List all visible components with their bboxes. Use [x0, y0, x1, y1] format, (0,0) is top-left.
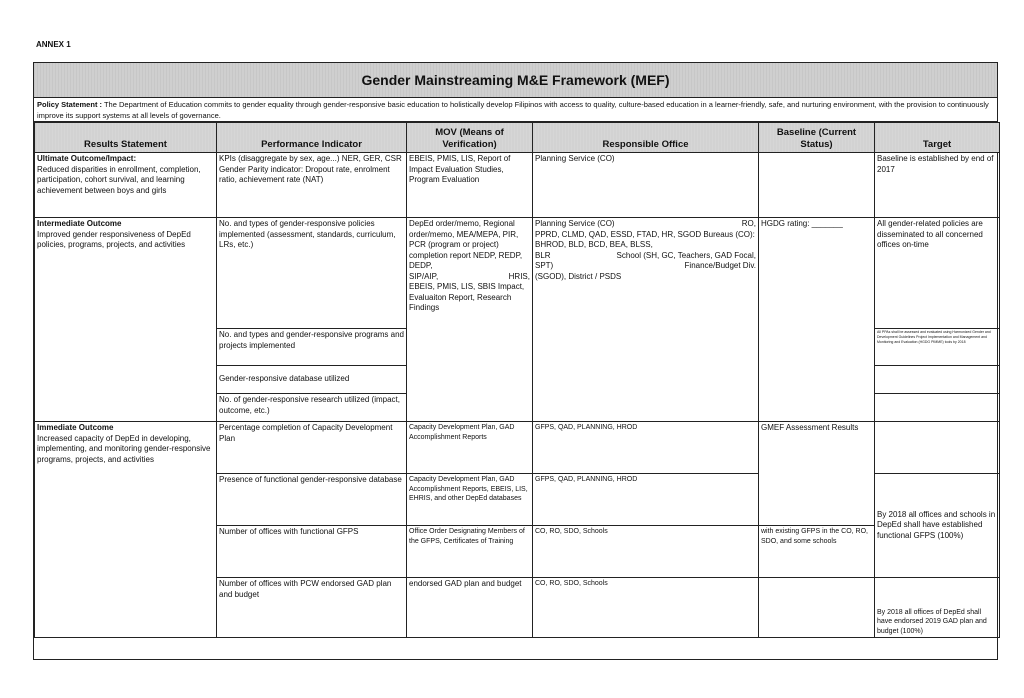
- office-line-1-right: RO,: [741, 219, 756, 228]
- ultimate-indicator: KPIs (disaggregate by sex, age...) NER, GER, CSR Gender Parity indicator: Dropout rate, enrolment ratio, achievement rate (NAT): [217, 153, 407, 218]
- immediate-office-2: GFPS, QAD, PLANNING, HROD: [533, 474, 759, 526]
- intermediate-indicator-1: No. and types of gender-responsive policies implemented (assessment, standards, curriculum, LRs, etc.): [217, 218, 407, 329]
- mef-table: [34, 122, 1000, 638]
- intermediate-indicator-2: No. and types and gender-responsive programs and projects implemented: [217, 329, 407, 366]
- immediate-baseline-gfps: with existing GFPS in the CO, RO, SDO, and some schools: [759, 526, 875, 578]
- immediate-target-empty: [875, 422, 1000, 474]
- immediate-office-1: GFPS, QAD, PLANNING, HROD: [533, 422, 759, 474]
- office-line-2: PPRD, CLMD, QAD, ESSD, FTAD, HR, SGOD Bureaus (CO): BHROD, BLD, BCD, BEA, BLSS,: [535, 229, 755, 249]
- header-results-statement: Results Statement: [35, 123, 217, 153]
- immediate-indicator-3: Number of offices with functional GFPS: [217, 526, 407, 578]
- table-row: [35, 153, 1000, 218]
- framework-table-frame: [33, 62, 998, 660]
- table-row: [35, 218, 1000, 329]
- office-line-4-right: Finance/Budget Div.: [684, 261, 756, 270]
- immediate-mov-2: Capacity Development Plan, GAD Accomplishment Reports, EBEIS, LIS, EHRIS, and other DepEd databases: [407, 474, 533, 526]
- immediate-title: Immediate Outcome: [37, 423, 114, 432]
- intermediate-mov-line-1: DepEd order/memo, Regional order/memo, MEA/MEPA, PIR, PCR (program or project) completion report NEDP, REDP, DEDP,: [409, 219, 523, 270]
- immediate-indicator-1: Percentage completion of Capacity Development Plan: [217, 422, 407, 474]
- intermediate-target-note: All PPAs shall be assessed and evaluated using Harmonized Gender and Development Guidelines Project Implementation and Management and Monitoring and Evaluation (HGDG PIMME) tools by 2018: [875, 329, 1000, 366]
- header-baseline: Baseline (Current Status): [759, 123, 875, 153]
- intermediate-mov-line-3: EBEIS, PMIS, LIS, SBIS Impact, Evaluaiton Report, Research Findings: [409, 282, 525, 312]
- intermediate-title: Intermediate Outcome: [37, 219, 122, 228]
- header-performance-indicator: Performance Indicator: [217, 123, 407, 153]
- office-line-4: [535, 261, 756, 272]
- header-target: Target: [875, 123, 1000, 153]
- document-title: Gender Mainstreaming M&E Framework (MEF): [34, 63, 997, 98]
- office-line-3-left: BLR: [535, 250, 551, 260]
- policy-label: Policy Statement :: [37, 100, 103, 109]
- policy-statement: [34, 98, 997, 122]
- mov-hris: HRIS,: [508, 271, 530, 281]
- immediate-mov-1: Capacity Development Plan, GAD Accomplishment Reports: [407, 422, 533, 474]
- immediate-text: Increased capacity of DepEd in developing, implementing, and monitoring gender-responsive programs, projects, and activities: [37, 433, 211, 464]
- policy-text: The Department of Education commits to gender equality through gender-responsive basic education to holistically develop Filipinos with access to quality, culture-based education in a learner-friendly, safe, and nurturing environment, with the provision to continuously improve its support systems at all levels of governance.: [37, 100, 989, 120]
- office-line-1-left: Planning Service (CO): [535, 219, 615, 228]
- intermediate-mov-line-2: [409, 272, 530, 283]
- intermediate-target: All gender-related policies are disseminated to all concerned offices on-time: [875, 218, 1000, 329]
- ultimate-office: Planning Service (CO): [533, 153, 759, 218]
- header-mov: MOV (Means of Verification): [407, 123, 533, 153]
- immediate-indicator-2: Presence of functional gender-responsive database: [217, 474, 407, 526]
- intermediate-results-cell: [35, 218, 217, 422]
- immediate-target-gfps: By 2018 all offices and schools in DepEd shall have established functional GFPS (100%): [875, 474, 1000, 578]
- ultimate-title: Ultimate Outcome/Impact:: [37, 154, 137, 163]
- ultimate-results-cell: [35, 153, 217, 218]
- header-responsible-office: Responsible Office: [533, 123, 759, 153]
- ultimate-baseline: [759, 153, 875, 218]
- ultimate-mov: EBEIS, PMIS, LIS, Report of Impact Evaluation Studies, Program Evaluation: [407, 153, 533, 218]
- intermediate-baseline: HGDG rating: _______: [759, 218, 875, 422]
- intermediate-mov: [407, 218, 533, 422]
- intermediate-target-empty-2: [875, 394, 1000, 422]
- table-row: [35, 422, 1000, 474]
- intermediate-office: [533, 218, 759, 422]
- immediate-baseline: GMEF Assessment Results: [759, 422, 875, 526]
- office-line-5: (SGOD), District / PSDS: [535, 271, 622, 281]
- intermediate-indicator-4: No. of gender-responsive research utilized (impact, outcome, etc.): [217, 394, 407, 422]
- mov-sip-aip: SIP/AIP,: [409, 271, 439, 281]
- ultimate-text: Reduced disparities in enrollment, completion, participation, cohort survival, and learning achievement between boys and girls: [37, 164, 201, 195]
- immediate-mov-4: endorsed GAD plan and budget: [407, 578, 533, 638]
- intermediate-target-empty-1: [875, 366, 1000, 394]
- immediate-office-3: CO, RO, SDO, Schools: [533, 526, 759, 578]
- office-line-1: [535, 219, 756, 230]
- immediate-results-cell: [35, 422, 217, 638]
- office-line-3-right: School (SH, GC, Teachers, GAD Focal,: [616, 250, 756, 260]
- immediate-baseline-empty: [759, 578, 875, 638]
- annex-label: ANNEX 1: [36, 40, 71, 49]
- table-header-row: [35, 123, 1000, 153]
- office-line-4-left: SPT): [535, 261, 554, 270]
- immediate-indicator-4: Number of offices with PCW endorsed GAD plan and budget: [217, 578, 407, 638]
- intermediate-indicator-3: Gender-responsive database utilized: [217, 366, 407, 394]
- immediate-mov-3: Office Order Designating Members of the GFPS, Certificates of Training: [407, 526, 533, 578]
- immediate-target-gad: By 2018 all offices of DepEd shall have endorsed 2019 GAD plan and budget (100%): [875, 578, 1000, 638]
- office-line-3: [535, 251, 756, 262]
- ultimate-target: Baseline is established by end of 2017: [875, 153, 1000, 218]
- immediate-office-4: CO, RO, SDO, Schools: [533, 578, 759, 638]
- intermediate-text: Improved gender responsiveness of DepEd policies, programs, projects, and activities: [37, 229, 191, 249]
